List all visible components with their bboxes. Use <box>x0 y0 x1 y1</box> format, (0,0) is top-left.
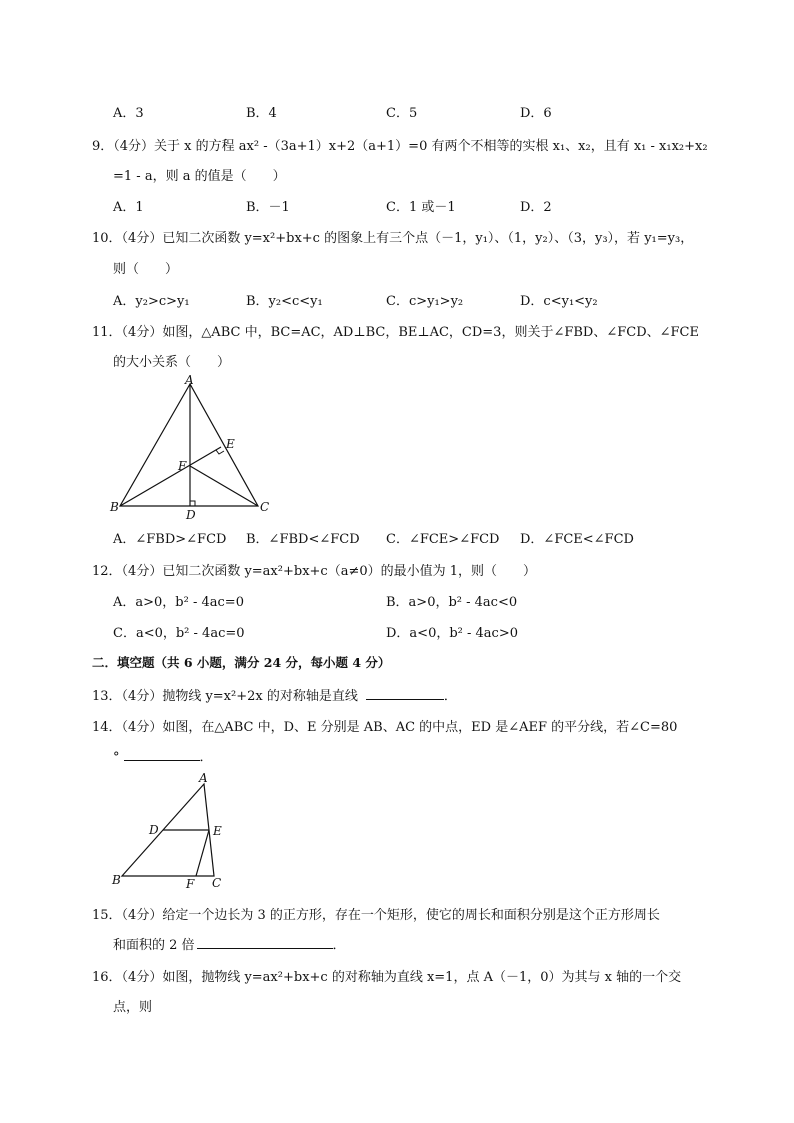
q15-stem-line1: 15．（4分）给定一个边长为 3 的正方形，存在一个矩形，使它的周长和面积分别是这个正方形周长 <box>92 908 660 923</box>
q11-option-b: B．∠FBD<∠FCD <box>246 532 360 547</box>
q10-option-b: B．y₂<c<y₁ <box>246 294 323 309</box>
q15-period: ． <box>332 938 346 953</box>
q14-line2 <box>113 746 213 765</box>
q13-stem: 13．（4分）抛物线 y=x²+2x 的对称轴是直线 <box>92 689 358 704</box>
q11-right-angle-e <box>216 450 224 454</box>
q15-stem-line2: 和面积的 2 倍 <box>113 938 195 953</box>
q8-option-d: D．6 <box>520 106 552 121</box>
q11-stem-line2: 的大小关系（ ） <box>113 355 231 370</box>
q12-stem: 12．（4分）已知二次函数 y=ax²+bx+c（a≠0）的最小值为 1，则（ ） <box>92 564 537 579</box>
q10-stem-line2: 则（ ） <box>113 262 179 277</box>
q10-stem-line1: 10．（4分）已知二次函数 y=x²+bx+c 的图象上有三个点（－1，y₁）、（1，y₂）、（3，y₃），若 y₁=y₃， <box>92 231 694 246</box>
section-title: 二．填空题（共 6 小题，满分 24 分，每小题 4 分） <box>92 655 391 670</box>
q14-label-a: A <box>199 771 208 785</box>
q11-stem-line1: 11．（4分）如图，△ABC 中，BC=AC，AD⊥BC，BE⊥AC，CD=3，则关于∠FBD、∠FCD、∠FCE <box>92 325 699 340</box>
q12-option-c: C．a<0，b² - 4ac=0 <box>113 626 245 641</box>
q11-right-angle-d <box>190 501 195 506</box>
q14-period: ． <box>199 750 213 765</box>
q16-stem-line1: 16．（4分）如图，抛物线 y=ax²+bx+c 的对称轴为直线 x=1，点 A（－1，0）为其与 x 轴的一个交 <box>92 970 682 985</box>
q11-triangle-figure <box>108 374 278 520</box>
q9-stem-line1: 9．（4分）关于 x 的方程 ax² -（3a+1）x+2（a+1）=0 有两个不相等的实根 x₁、x₂，且有 x₁ - x₁x₂+x₂ <box>92 139 708 154</box>
q15-answer-blank[interactable] <box>197 936 333 949</box>
q11-altitude-be <box>120 447 221 506</box>
q8-option-a: A．3 <box>113 106 144 121</box>
q11-triangle-abc <box>120 384 258 506</box>
q11-label-f: F <box>178 459 187 473</box>
q9-option-d: D．2 <box>520 200 552 215</box>
q12-option-a: A．a>0，b² - 4ac=0 <box>113 595 244 610</box>
q14-triangle-figure <box>108 770 238 892</box>
q9-stem-line2: =1 - a，则 a 的值是（ ） <box>113 169 286 184</box>
q12-option-d: D．a<0，b² - 4ac>0 <box>386 626 518 641</box>
q14-label-f: F <box>186 877 195 891</box>
q11-label-b: B <box>110 500 119 514</box>
q11-label-e: E <box>226 437 235 451</box>
q14-label-d: D <box>149 823 159 837</box>
q14-label-e: E <box>213 824 222 838</box>
q11-option-d: D．∠FCE<∠FCD <box>520 532 634 547</box>
q15-line2 <box>113 934 346 953</box>
q11-option-c: C．∠FCE>∠FCD <box>386 532 500 547</box>
q14-label-b: B <box>112 873 121 887</box>
q10-option-d: D．c<y₁<y₂ <box>520 294 598 309</box>
q12-option-b: B．a>0，b² - 4ac<0 <box>386 595 518 610</box>
q14-label-c: C <box>212 876 222 890</box>
q11-label-c: C <box>260 500 270 514</box>
q13-answer-blank[interactable] <box>366 687 444 700</box>
q11-segment-fc <box>190 466 258 506</box>
q10-option-a: A．y₂>c>y₁ <box>113 294 190 309</box>
q11-option-a: A．∠FBD>∠FCD <box>113 532 227 547</box>
q8-option-b: B．4 <box>246 106 277 121</box>
q16-stem-line2: 点，则 <box>113 1000 153 1015</box>
q11-label-d: D <box>186 508 196 520</box>
q8-option-c: C．5 <box>386 106 418 121</box>
q13-line <box>92 685 457 704</box>
q9-option-c: C．1 或－1 <box>386 200 456 215</box>
q14-answer-blank[interactable] <box>124 748 200 761</box>
q10-option-c: C．c>y₁>y₂ <box>386 294 464 309</box>
q14-stem-line1: 14．（4分）如图，在△ABC 中，D、E 分别是 AB、AC 的中点，ED 是∠AEF 的平分线，若∠C=80 <box>92 720 678 735</box>
q13-period: ． <box>443 689 457 704</box>
q9-option-b: B．－1 <box>246 200 290 215</box>
q11-label-a: A <box>185 374 194 387</box>
q9-option-a: A．1 <box>113 200 144 215</box>
q14-segment-ef <box>196 830 209 876</box>
q14-degree: ° <box>113 750 120 765</box>
